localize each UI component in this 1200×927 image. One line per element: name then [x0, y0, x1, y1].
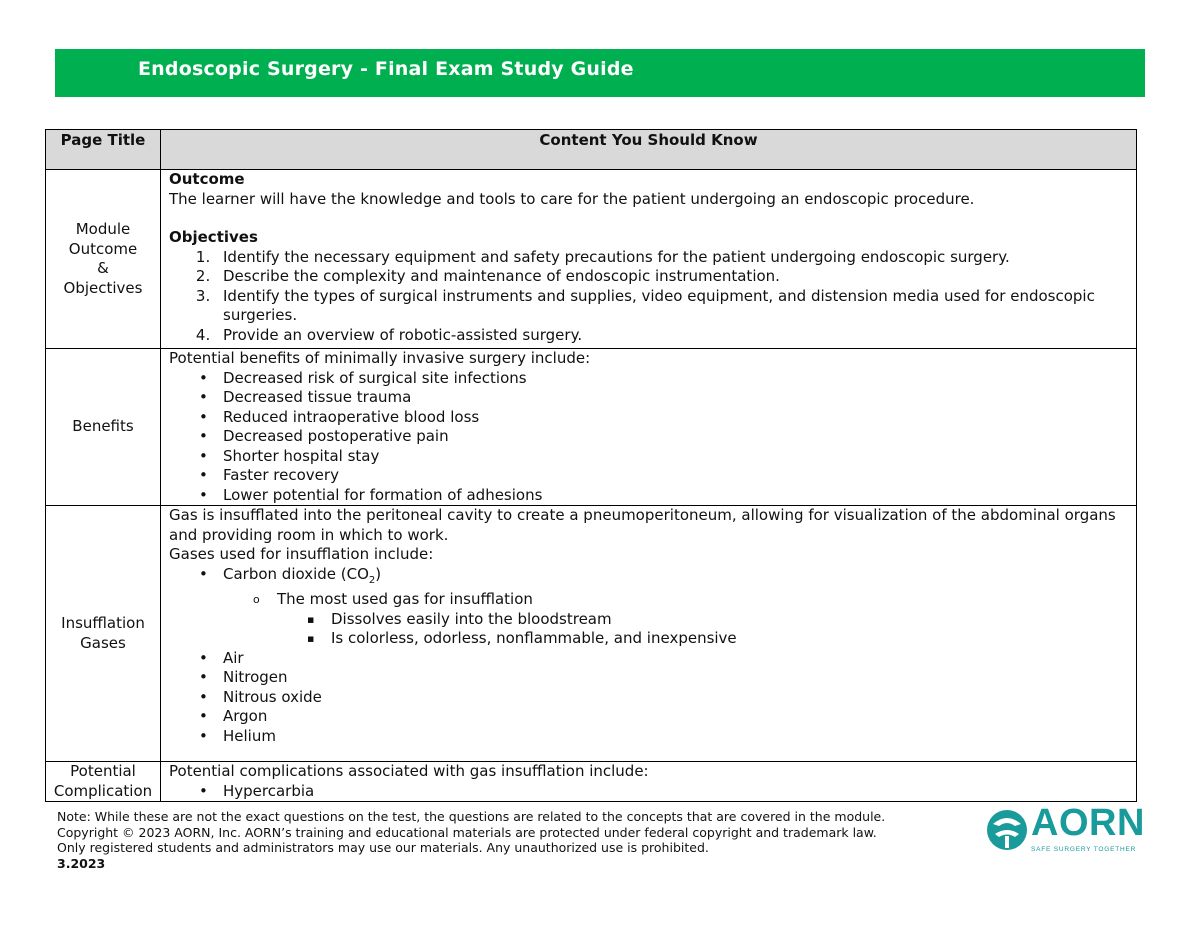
row-title-benefits: Benefits	[46, 349, 161, 506]
row-title-complication: Potential Complication	[46, 762, 161, 802]
table-row-complication	[46, 762, 1137, 802]
study-guide-table	[45, 129, 1137, 802]
table-row-benefits	[46, 349, 1137, 506]
table-row-insufflation	[46, 506, 1137, 762]
list-item: • Reduced intraoperative blood loss	[199, 408, 1128, 428]
list-item: o The most used gas for insufflation ▪ Dissolves easily into the bloodstream ▪ Is colorless, odorless, nonflammable, and inexpensive	[253, 590, 1128, 649]
row-content-outcome	[161, 170, 1137, 349]
list-item: 2. Describe the complexity and maintenance of endoscopic instrumentation.	[215, 267, 1128, 287]
list-item: • Helium	[199, 727, 1128, 747]
list-item: • Decreased postoperative pain	[199, 427, 1128, 447]
row-title-insufflation: Insufflation Gases	[46, 506, 161, 762]
footer-copyright: Copyright © 2023 AORN, Inc. AORN’s training and educational materials are protected under federal copyright and trademark law.	[57, 824, 877, 840]
list-item: • Nitrous oxide	[199, 688, 1128, 708]
outcome-heading: Outcome	[169, 170, 245, 188]
gases-list	[169, 565, 1128, 747]
page-title: Endoscopic Surgery - Final Exam Study Guide	[138, 58, 634, 80]
list-item: • Air	[199, 649, 1128, 669]
list-item: • Decreased risk of surgical site infections	[199, 369, 1128, 389]
aorn-logo	[985, 802, 1150, 858]
outcome-text: The learner will have the knowledge and tools to care for the patient undergoing an endoscopic procedure.	[169, 189, 975, 208]
title-banner	[55, 49, 1145, 97]
row-content-complication: Potential complications associated with gas insufflation include: • Hypercarbia	[161, 762, 1137, 802]
column-header-content: Content You Should Know	[161, 130, 1137, 170]
list-item: • Faster recovery	[199, 466, 1128, 486]
list-item: 1. Identify the necessary equipment and safety precautions for the patient undergoing endoscopic surgery.	[215, 248, 1128, 268]
row-title-outcome: Module Outcome & Objectives	[46, 170, 161, 349]
list-item: • Carbon dioxide $(CO_2)$ o The most used gas for insufflation ▪ Dissolves easily into the bloodstream ▪ Is colorless, odorless, nonflammable, and inexpensive	[199, 565, 1128, 649]
list-item: • Hypercarbia	[199, 782, 1128, 802]
logo-wordmark: AORN	[1031, 802, 1145, 844]
list-item: • Nitrogen	[199, 668, 1128, 688]
footer-note: Note: While these are not the exact questions on the test, the questions are related to the concepts that are covered in the module.	[57, 809, 886, 824]
objectives-list	[169, 248, 1128, 346]
column-header-page-title: Page Title	[46, 130, 161, 170]
list-item: 3. Identify the types of surgical instruments and supplies, video equipment, and distension media used for endoscopic surgeries.	[215, 287, 1128, 326]
table-header-row	[46, 130, 1137, 170]
footer-usage: Only registered students and administrators may use our materials. Any unauthorized use is prohibited.	[57, 840, 709, 855]
list-item: ▪ Dissolves easily into the bloodstream	[307, 610, 1128, 630]
objectives-heading: Objectives	[169, 228, 258, 246]
list-item: 4. Provide an overview of robotic-assisted surgery.	[215, 326, 1128, 346]
table-row-outcome	[46, 170, 1137, 349]
logo-tagline: SAFE SURGERY TOGETHER	[1031, 846, 1137, 853]
complications-list	[169, 782, 1128, 802]
footer-version: 3.2023	[57, 855, 106, 871]
benefits-list	[169, 369, 1128, 506]
footer	[57, 809, 885, 871]
list-item: • Decreased tissue trauma	[199, 388, 1128, 408]
list-item: • Lower potential for formation of adhesions	[199, 486, 1128, 506]
list-item: • Shorter hospital stay	[199, 447, 1128, 467]
row-content-insufflation: Gas is insufflated into the peritoneal cavity to create a pneumoperitoneum, allowing for visualization of the abdominal organs and providing room in which to work. Gases used for insufflation include: • Carbon dioxide $(CO_2)$ o The most used gas for insufflation ▪ Dissolves easily into the bloodstream ▪ Is colorless, odorless, nonflammable, and inexpensive • Air • Nitrogen • Nitrous oxide • Argon • Helium	[161, 506, 1137, 762]
list-item: ▪ Is colorless, odorless, nonflammable, and inexpensive	[307, 629, 1128, 649]
list-item: • Argon	[199, 707, 1128, 727]
row-content-benefits: Potential benefits of minimally invasive surgery include: • Decreased risk of surgical site infections • Decreased tissue trauma • Reduced intraoperative blood loss • Decreased postoperative pain • Shorter hospital stay • Faster recovery • Lower potential for formation of adhesions	[161, 349, 1137, 506]
logo-emblem-icon	[985, 806, 1029, 854]
